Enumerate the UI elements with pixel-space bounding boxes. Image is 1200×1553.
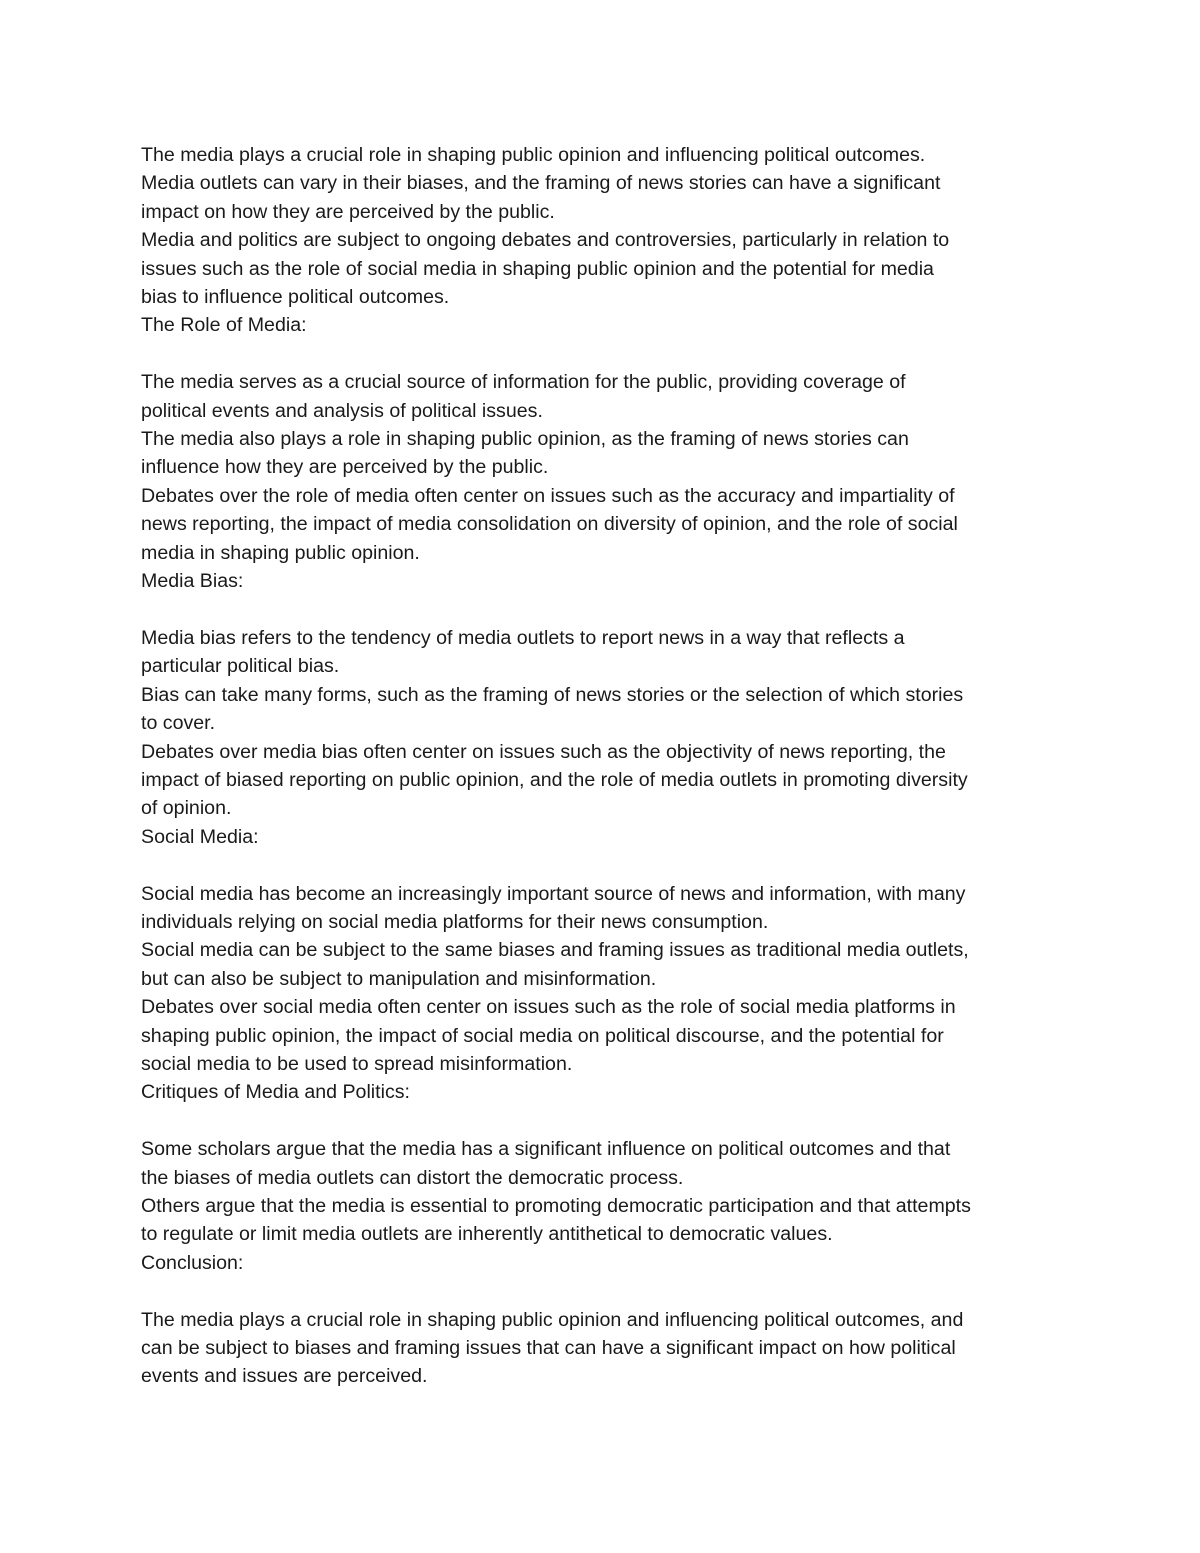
text-line: of opinion. xyxy=(141,797,232,820)
blank-line xyxy=(141,1107,1066,1135)
document-body xyxy=(141,141,1066,1391)
text-line: Some scholars argue that the media has a significant influence on political outcomes and that xyxy=(141,1138,951,1161)
text-line: Media bias refers to the tendency of media outlets to report news in a way that reflects a xyxy=(141,626,905,649)
text-line: The media serves as a crucial source of information for the public, providing coverage of xyxy=(141,371,906,394)
blank-line xyxy=(141,1277,1066,1305)
section-role-of-media xyxy=(141,311,1066,567)
section-social-media xyxy=(141,823,1066,1079)
section-heading: Media Bias: xyxy=(141,570,244,593)
text-line: but can also be subject to manipulation and misinformation. xyxy=(141,967,657,990)
text-line: influence how they are perceived by the public. xyxy=(141,456,549,479)
text-line: impact on how they are perceived by the public. xyxy=(141,200,555,223)
text-line: Social media can be subject to the same biases and framing issues as traditional media outlets, xyxy=(141,939,969,962)
intro-paragraph xyxy=(141,141,1066,311)
text-line: political events and analysis of political issues. xyxy=(141,399,543,422)
text-line: Media and politics are subject to ongoing debates and controversies, particularly in relation to xyxy=(141,229,950,252)
text-line: Media outlets can vary in their biases, and the framing of news stories can have a significant xyxy=(141,172,941,195)
section-heading: The Role of Media: xyxy=(141,314,307,337)
text-line: Bias can take many forms, such as the framing of news stories or the selection of which stories xyxy=(141,683,964,706)
section-heading: Social Media: xyxy=(141,825,259,848)
text-line: bias to influence political outcomes. xyxy=(141,286,450,309)
text-line: social media to be used to spread misinformation. xyxy=(141,1052,573,1075)
section-conclusion xyxy=(141,1249,1066,1391)
text-line: The media also plays a role in shaping public opinion, as the framing of news stories can xyxy=(141,428,909,451)
text-line: particular political bias. xyxy=(141,655,340,678)
text-line: issues such as the role of social media in shaping public opinion and the potential for media xyxy=(141,257,934,280)
blank-line xyxy=(141,340,1066,368)
text-line: Social media has become an increasingly important source of news and information, with many xyxy=(141,882,966,905)
text-line: Debates over social media often center on issues such as the role of social media platforms in xyxy=(141,996,956,1019)
text-line: Debates over the role of media often center on issues such as the accuracy and impartiality of xyxy=(141,484,955,507)
section-critiques xyxy=(141,1078,1066,1248)
text-line: The media plays a crucial role in shaping public opinion and influencing political outcomes, and xyxy=(141,1308,964,1331)
text-line: shaping public opinion, the impact of social media on political discourse, and the potential for xyxy=(141,1024,944,1047)
text-line: Others argue that the media is essential to promoting democratic participation and that attempts xyxy=(141,1194,971,1217)
text-line: to regulate or limit media outlets are inherently antithetical to democratic values. xyxy=(141,1223,833,1246)
text-line: The media plays a crucial role in shaping public opinion and influencing political outcomes. xyxy=(141,144,926,166)
blank-line xyxy=(141,851,1066,879)
text-line: media in shaping public opinion. xyxy=(141,541,420,564)
text-line: to cover. xyxy=(141,712,216,735)
text-line: events and issues are perceived. xyxy=(141,1365,428,1388)
section-heading: Conclusion: xyxy=(141,1251,244,1274)
text-line: news reporting, the impact of media consolidation on diversity of opinion, and the role of social xyxy=(141,513,958,536)
text-line: impact of biased reporting on public opinion, and the role of media outlets in promoting diversity xyxy=(141,768,968,791)
text-line: Debates over media bias often center on issues such as the objectivity of news reporting, the xyxy=(141,740,946,763)
text-line: individuals relying on social media platforms for their news consumption. xyxy=(141,910,769,933)
section-media-bias xyxy=(141,567,1066,823)
text-line: can be subject to biases and framing issues that can have a significant impact on how political xyxy=(141,1336,956,1359)
blank-line xyxy=(141,595,1066,623)
section-heading: Critiques of Media and Politics: xyxy=(141,1081,410,1104)
text-line: the biases of media outlets can distort the democratic process. xyxy=(141,1166,684,1189)
